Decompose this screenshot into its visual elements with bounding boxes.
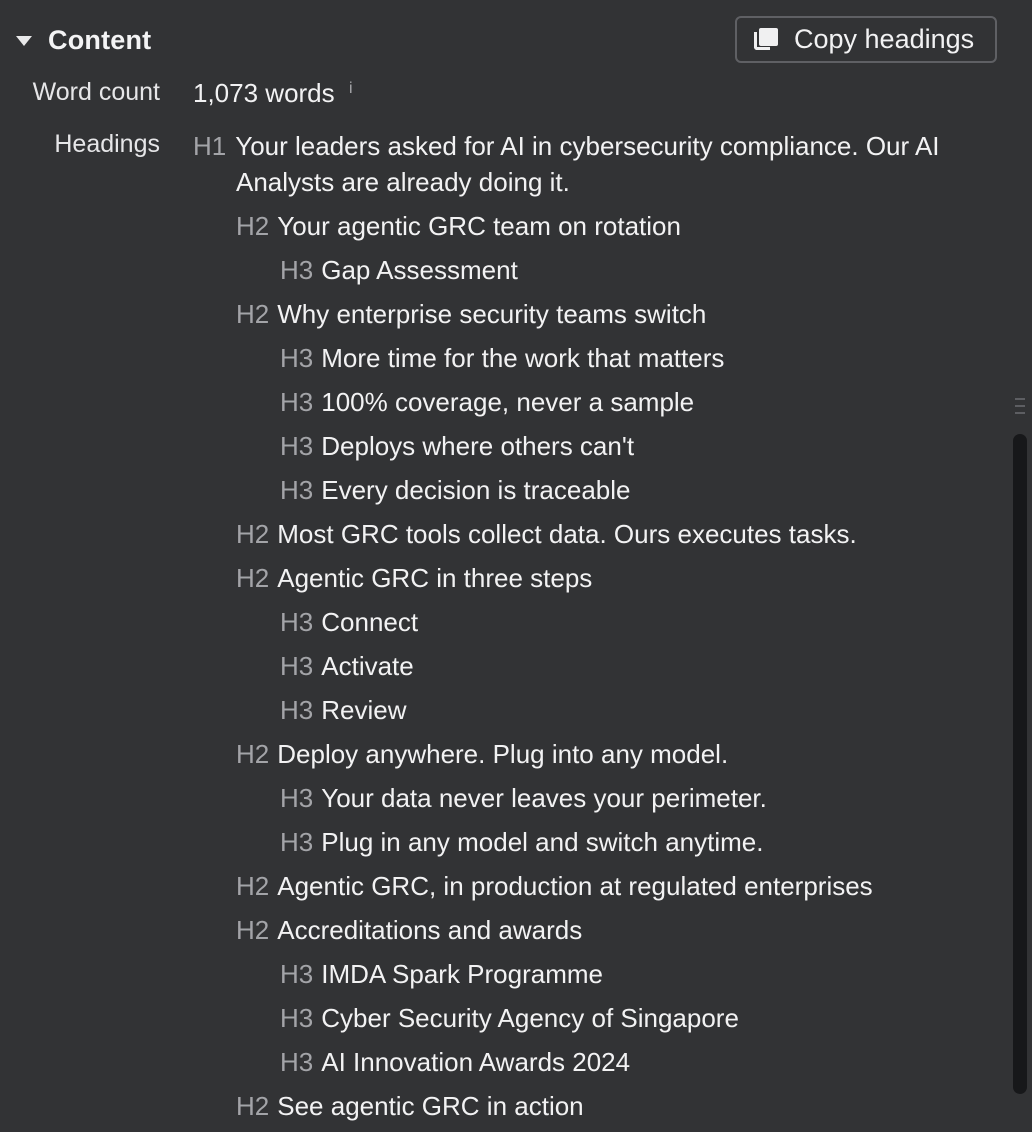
scrollbar-grip-icon[interactable]	[1015, 398, 1025, 419]
heading-item-h2	[193, 208, 1003, 244]
copy-icon	[754, 28, 780, 52]
heading-item-h3	[193, 384, 1003, 420]
heading-item-h2	[193, 560, 1003, 596]
heading-text: Most GRC tools collect data. Ours executes tasks.	[277, 519, 857, 549]
heading-level-tag: H2	[236, 519, 270, 549]
heading-item-h3	[193, 824, 1003, 860]
word-count-label: Word count	[32, 78, 160, 106]
heading-level-tag: H3	[280, 343, 314, 373]
heading-text: Gap Assessment	[321, 255, 518, 285]
heading-level-tag: H2	[236, 915, 270, 945]
heading-item-h3	[193, 252, 1003, 288]
heading-item-h2	[193, 1088, 1003, 1124]
heading-text: Why enterprise security teams switch	[277, 299, 707, 329]
heading-item-h2	[193, 868, 1003, 904]
word-count-value: 1,073 words	[193, 78, 335, 108]
heading-text: Review	[321, 695, 407, 725]
heading-item-h3	[193, 472, 1003, 508]
heading-level-tag: H3	[280, 387, 314, 417]
heading-text: See agentic GRC in action	[277, 1091, 584, 1121]
heading-text: Your data never leaves your perimeter.	[321, 783, 767, 813]
heading-item-h3	[193, 648, 1003, 684]
heading-level-tag: H2	[236, 1091, 270, 1121]
heading-text: Your agentic GRC team on rotation	[277, 211, 681, 241]
heading-level-tag: H3	[280, 475, 314, 505]
headings-list	[193, 128, 1003, 1132]
heading-text: Activate	[321, 651, 414, 681]
heading-item-h3	[193, 1000, 1003, 1036]
heading-level-tag: H1	[193, 131, 227, 161]
heading-item-h3	[193, 428, 1003, 464]
heading-text: Plug in any model and switch anytime.	[321, 827, 764, 857]
heading-level-tag: H3	[280, 959, 314, 989]
heading-item-h3	[193, 956, 1003, 992]
heading-level-tag: H2	[236, 563, 270, 593]
heading-text: Agentic GRC, in production at regulated enterprises	[277, 871, 873, 901]
heading-text: Connect	[321, 607, 419, 637]
heading-text: Cyber Security Agency of Singapore	[321, 1003, 739, 1033]
heading-level-tag: H3	[280, 431, 314, 461]
heading-level-tag: H3	[280, 827, 314, 857]
heading-level-tag: H3	[280, 1003, 314, 1033]
heading-item-h2	[193, 912, 1003, 948]
heading-item-h3	[193, 692, 1003, 728]
heading-item-h3	[193, 604, 1003, 640]
info-icon[interactable]: i	[349, 80, 353, 97]
heading-level-tag: H2	[236, 299, 270, 329]
heading-level-tag: H2	[236, 871, 270, 901]
heading-text: 100% coverage, never a sample	[321, 387, 695, 417]
headings-label: Headings	[54, 130, 160, 158]
heading-item-h1	[193, 128, 1003, 200]
heading-text: More time for the work that matters	[321, 343, 725, 373]
heading-text: Your leaders asked for AI in cybersecurity compliance. Our AI Analysts are already doing it.	[235, 131, 940, 197]
heading-text: Deploy anywhere. Plug into any model.	[277, 739, 729, 769]
heading-level-tag: H3	[280, 255, 314, 285]
heading-item-h2	[193, 736, 1003, 772]
heading-item-h3	[193, 340, 1003, 376]
scrollbar-thumb[interactable]	[1013, 434, 1027, 1094]
caret-down-icon	[16, 36, 32, 46]
heading-level-tag: H3	[280, 607, 314, 637]
heading-item-h3	[193, 1044, 1003, 1080]
copy-headings-button[interactable]	[735, 16, 997, 63]
heading-item-h2	[193, 516, 1003, 552]
heading-level-tag: H2	[236, 211, 270, 241]
heading-text: Every decision is traceable	[321, 475, 631, 505]
content-section-toggle[interactable]	[16, 20, 151, 60]
heading-item-h2	[193, 296, 1003, 332]
heading-text: AI Innovation Awards 2024	[321, 1047, 631, 1077]
heading-level-tag: H2	[236, 739, 270, 769]
heading-level-tag: H3	[280, 783, 314, 813]
heading-level-tag: H3	[280, 1047, 314, 1077]
section-title: Content	[48, 24, 152, 55]
heading-level-tag: H3	[280, 695, 314, 725]
heading-text: IMDA Spark Programme	[321, 959, 603, 989]
heading-text: Deploys where others can't	[321, 431, 635, 461]
copy-headings-label: Copy headings	[794, 24, 975, 54]
heading-text: Agentic GRC in three steps	[277, 563, 593, 593]
heading-item-h3	[193, 780, 1003, 816]
heading-text: Accreditations and awards	[277, 915, 583, 945]
heading-level-tag: H3	[280, 651, 314, 681]
